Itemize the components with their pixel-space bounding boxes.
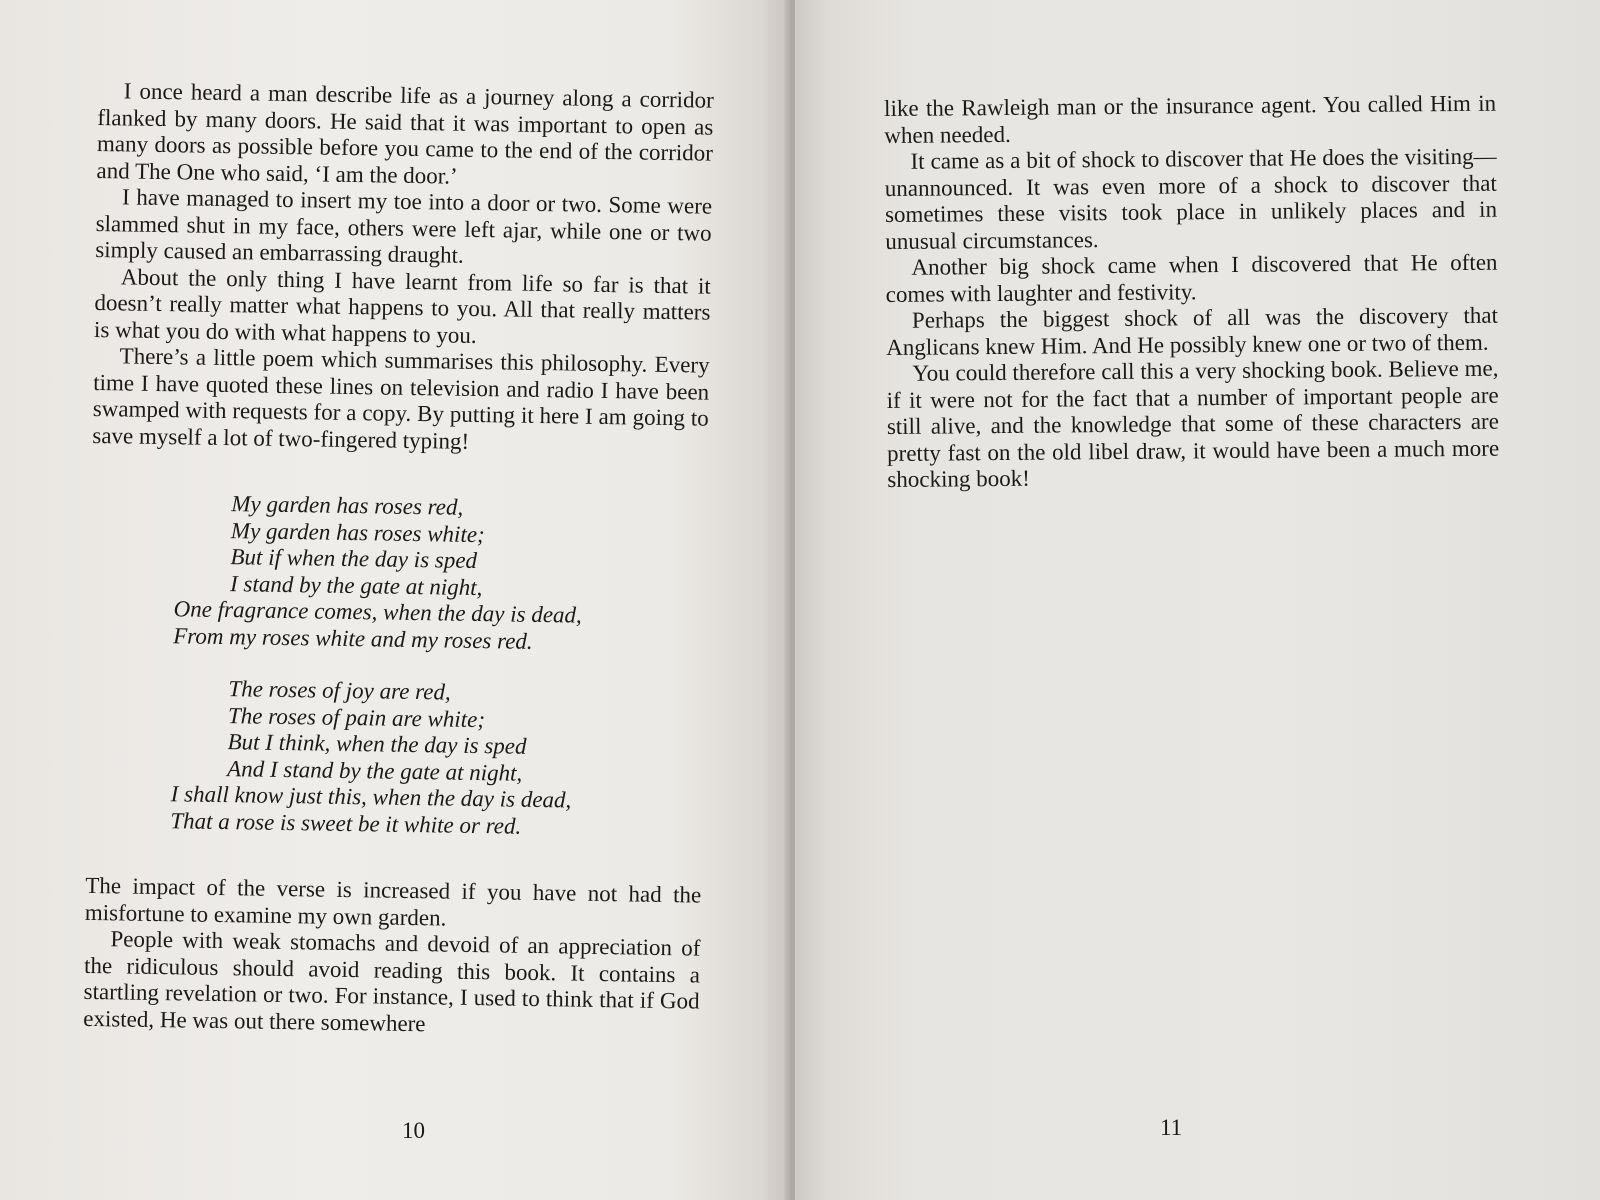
paragraph: I have managed to insert my toe into a door or two. Some were slammed shut in my face, others were left ajar, while one or two simply caused an embarrassing draught. — [95, 184, 713, 268]
poem-stanza-1 — [89, 489, 707, 658]
page-number-left: 10 — [402, 1118, 425, 1143]
poem — [86, 489, 707, 843]
poem-line: I stand by the gate at night, — [229, 570, 483, 600]
paragraph: It came as a bit of shock to discover that He does the visiting—unannounced. It was even more of a shock to discover that sometimes these visits took place in unlikely places and in unusual circumstances. — [884, 143, 1498, 254]
page-number-right: 11 — [1160, 1115, 1183, 1140]
poem-line: The roses of joy are red, — [228, 676, 451, 705]
paragraph: The impact of the verse is increased if you have not had the misfortune to examine my own garden. — [84, 872, 702, 931]
poem-line: But I think, when the day is sped — [227, 729, 527, 759]
paragraph: I once heard a man describe life as a journey along a corridor flanked by many doors. He said that it was important to open as many doors as possible before you came to the end of the corridor and The One who said, ‘I am the door.’ — [96, 78, 714, 189]
paragraph: About the only thing I have learnt from life so far is that it doesn’t really matter what happens to you. All that really matters is what you do with what happens to you. — [93, 263, 712, 348]
paragraph: People with weak stomachs and devoid of an appreciation of the ridiculous should avoid reading this book. It contains a startling revelation or two. For instance, I used to think that if God existed, He was out there somewhere — [83, 926, 701, 1036]
paragraph: Another big shock came when I discovered that He often comes with laughter and festivity. — [885, 249, 1498, 307]
poem-line: My garden has roses white; — [230, 517, 485, 547]
poem-line: But if when the day is sped — [230, 544, 478, 574]
poem-line: That a rose is sweet be it white or red. — [170, 807, 522, 839]
poem-line: From my roses white and my roses red. — [173, 622, 533, 654]
poem-line: I shall know just this, when the day is dead, — [170, 781, 572, 813]
paragraph: There’s a little poem which summarises this philosophy. Every time I have quoted these lines on television and radio I have been swamped with requests for a copy. By putting it here I am going to save myself a lot of two-fingered typing! — [92, 343, 710, 454]
poem-stanza-2 — [86, 674, 704, 843]
poem-line: And I stand by the gate at night, — [226, 755, 523, 786]
poem-line: My garden has roses red, — [231, 491, 464, 520]
paragraph: like the Rawleigh man or the insurance agent. You called Him in when needed. — [884, 90, 1497, 148]
paragraph: Perhaps the biggest shock of all was the discovery that Anglicans knew Him. And He possibly knew one or two of them. — [886, 302, 1499, 360]
poem-line: The roses of pain are white; — [227, 702, 486, 732]
paragraph: You could therefore call this a very shocking book. Believe me, if it were not for the fact that a number of important people are still alive, and the knowledge that some of these characters are pretty fast on the old libel draw, it would have been a much more shocking book! — [886, 355, 1500, 492]
left-page — [0, 0, 790, 1200]
poem-line: One fragrance comes, when the day is dead, — [173, 596, 582, 628]
left-page-text — [83, 78, 714, 1042]
right-page-text — [884, 91, 1499, 494]
